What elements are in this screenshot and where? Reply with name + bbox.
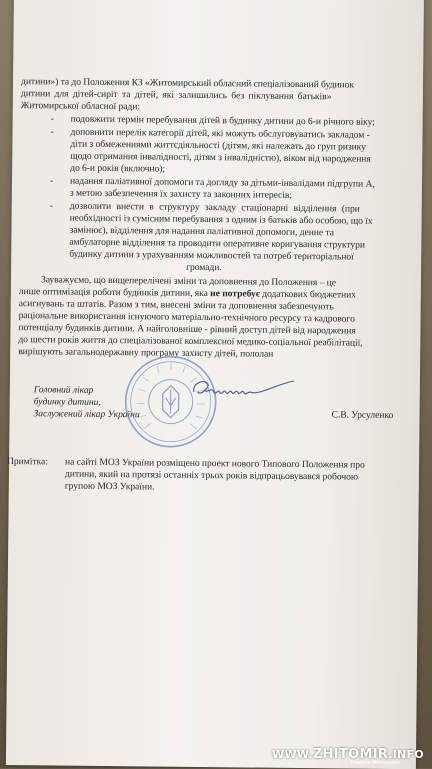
- text-line: до шести років життя до спеціалізованої комплексної медико-соціальної реабілітації,: [18, 334, 363, 349]
- note-text: дитини, який на протязі останніх трьох років відпрацьовувався робочою: [64, 468, 359, 483]
- text-line: необхідності із сумісним перебування з одним із батьків або особою, що їх: [69, 212, 373, 227]
- signatory-title: Головний лікар: [33, 384, 94, 396]
- note-text: на сайті МОЗ України розміщено проект нового Типового Положення про: [65, 456, 365, 471]
- watermark-subtitle: Новини Житомира: [351, 760, 400, 766]
- text-line: вирішують загальнодержавну програму захисту дітей, пололан: [18, 346, 274, 360]
- text-line: потенціалу будинків дитини. А найголовніше - рівний доступ дітей від народження: [18, 322, 356, 337]
- signatory-title: будинку дитини,: [33, 396, 101, 408]
- text-line: дитини для дітей-сиріт та дітей, які залишились без піклування батьків»: [20, 88, 332, 103]
- bullet: -: [49, 200, 53, 212]
- text-line: доповнити перелік категорії дітей, які можуть обслуговуватись закладом -: [70, 126, 370, 141]
- text-line: Житомирської обласної ради:: [20, 100, 141, 113]
- handwritten-signature: [190, 370, 300, 411]
- note-text: групою МОЗ України.: [64, 480, 155, 493]
- text-run: додаткових бюджетних: [259, 288, 357, 301]
- text-line: Зауважуємо, що вищеперелічені зміни та доповнення до Положення – це: [40, 274, 337, 289]
- text-line: щодо отримання інвалідності, дітям з інвалідністю), віком від народження: [70, 150, 371, 165]
- text-run: лише оптимізація роботи будинків дитини, яка: [18, 286, 211, 300]
- text-line: діти з обмеженнями життєдіяльності (дітям, які належать до груп ризику: [70, 138, 366, 153]
- text-line: замінює), відділення для надання паліативної допомоги, денне та: [69, 224, 335, 239]
- watermark-info: .INFO: [388, 748, 424, 761]
- signatory-title: Заслужений лікар України: [33, 408, 140, 421]
- text-line: раціональне використання існуючого матеріально-технічного ресурсу та кадрового: [18, 310, 355, 325]
- site-watermark: [272, 747, 424, 762]
- text-line: громади.: [186, 261, 222, 274]
- document-page: [6, 0, 424, 769]
- bullet: -: [50, 113, 54, 125]
- watermark-www: WWW.: [272, 748, 313, 761]
- watermark-main: ZHITOMIR: [312, 747, 389, 762]
- text-line: асигнувань та штатів. Разом з тим, внесені зміни та доповнення забезпечують: [18, 298, 334, 313]
- signatory-name: С.В. Урсуленко: [331, 409, 394, 421]
- text-line: амбулаторне відділення та проводити оперативне коригування структури: [69, 236, 366, 251]
- text-line: надання паліативної допомоги та догляду за дітьми-інвалідами підгрупи А,: [69, 175, 375, 190]
- text-line: дозволити внести в структуру закладу стаціонарні відділення (при: [69, 200, 360, 215]
- text-line: дитини») та до Положення КЗ «Житомирський обласний спеціалізований будинок: [20, 76, 355, 91]
- text-line: до 6-и років (включно);: [70, 162, 166, 175]
- text-run-bold: не потребує: [210, 288, 260, 300]
- text-line: будинку дитини з урахуванням можливостей та потреб територіальної: [69, 248, 354, 263]
- note-label: Примітка:: [7, 455, 48, 468]
- bullet: -: [49, 175, 54, 187]
- text-line: подовжити термін перебування дітей в будинку дитини до 6-и річного віку;: [70, 113, 375, 128]
- bullet: -: [50, 126, 54, 138]
- text-line: з метою забезпечення їх захисту та законних інтересів;: [69, 187, 293, 201]
